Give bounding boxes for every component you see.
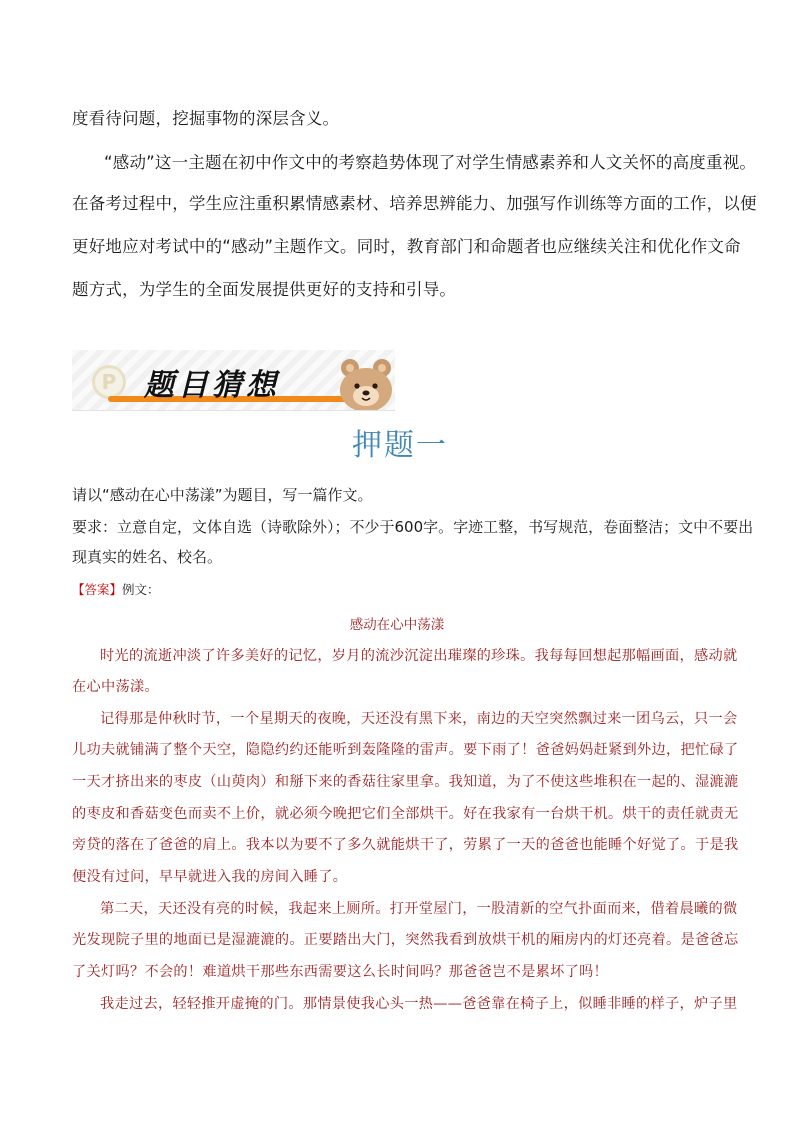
essay-line: 记得那是仲秋时节，一个星期天的夜晚，天还没有黑下来，南边的天空突然飘过来一团乌云，只一会: [100, 711, 738, 727]
intro-line: 在备考过程中，学生应注重积累情感素材、培养思辨能力、加强写作训练等方面的工作，以便: [72, 194, 757, 213]
section-banner: [72, 350, 395, 411]
essay-line: 了关灯吗？不会的！难道烘干那些东西需要这么长时间吗？那爸爸岂不是累坏了吗！: [72, 964, 609, 980]
essay-line: 时光的流逝冲淡了许多美好的记忆，岁月的流沙沉淀出璀璨的珍珠。我每每回想起那幅画面，感动就: [100, 648, 738, 664]
question-prompt: 请以“感动在心中荡漾”为题目，写一篇作文。: [72, 486, 373, 504]
p-logo-icon: P: [92, 365, 126, 399]
answer-tag: 【答案】: [72, 582, 123, 597]
section-title: 押题一: [352, 428, 448, 463]
essay-line: 第二天，天还没有亮的时候，我起来上厕所。打开堂屋门，一股清新的空气扑面而来，借着晨曦的微: [100, 901, 738, 917]
question-requirements-cont: 现真实的姓名、校名。: [72, 548, 223, 566]
essay-line: 便没有过问，早早就进入我的房间入睡了。: [72, 869, 348, 885]
essay-line: 一天才挤出来的枣皮（山萸肉）和掰下来的香菇往家里拿。我知道，为了不使这些堆积在一起的、湿漉漉: [72, 774, 739, 790]
essay-line: 旁贷的落在了爸爸的肩上。我本以为要不了多久就能烘干了，劳累了一天的爸爸也能睡个好觉了。于是我: [72, 837, 739, 853]
essay-line: 我走过去，轻轻推开虚掩的门。那情景使我心头一热——爸爸靠在椅子上，似睡非睡的样子，炉子里: [100, 996, 738, 1012]
bear-mascot-icon: [302, 354, 392, 410]
essay-line: 儿功夫就铺满了整个天空，隐隐约约还能听到轰隆隆的雷声。要下雨了！爸爸妈妈赶紧到外边，把忙碌了: [72, 742, 739, 758]
answer-label-text: 例文：: [122, 582, 160, 597]
answer-label: [72, 580, 160, 598]
intro-line: “感动”这一主题在初中作文中的考察趋势体现了对学生情感素养和人文关怀的高度重视。: [104, 153, 757, 172]
banner-title: 题目猜想: [144, 368, 280, 403]
intro-line: 更好地应对考试中的“感动”主题作文。同时，教育部门和命题者也应继续关注和优化作文命: [72, 237, 741, 256]
essay-title: 感动在心中荡漾: [349, 617, 445, 633]
intro-line: 度看待问题，挖掘事物的深层含义。: [72, 109, 340, 128]
essay-line: 光发现院子里的地面已是湿漉漉的。正要踏出大门，突然我看到放烘干机的厢房内的灯还亮着。是爸爸忘: [72, 932, 739, 948]
question-requirements: 要求：立意自定，文体自选（诗歌除外）；不少于600字。字迹工整，书写规范，卷面整洁；文中不要出: [72, 518, 754, 536]
intro-line: 题方式，为学生的全面发展提供更好的支持和引导。: [72, 280, 457, 299]
essay-line: 的枣皮和香菇变色而卖不上价，就必须今晚把它们全部烘干。好在我家有一台烘干机。烘干的责任就责无: [72, 806, 739, 822]
essay-line: 在心中荡漾。: [72, 679, 159, 695]
